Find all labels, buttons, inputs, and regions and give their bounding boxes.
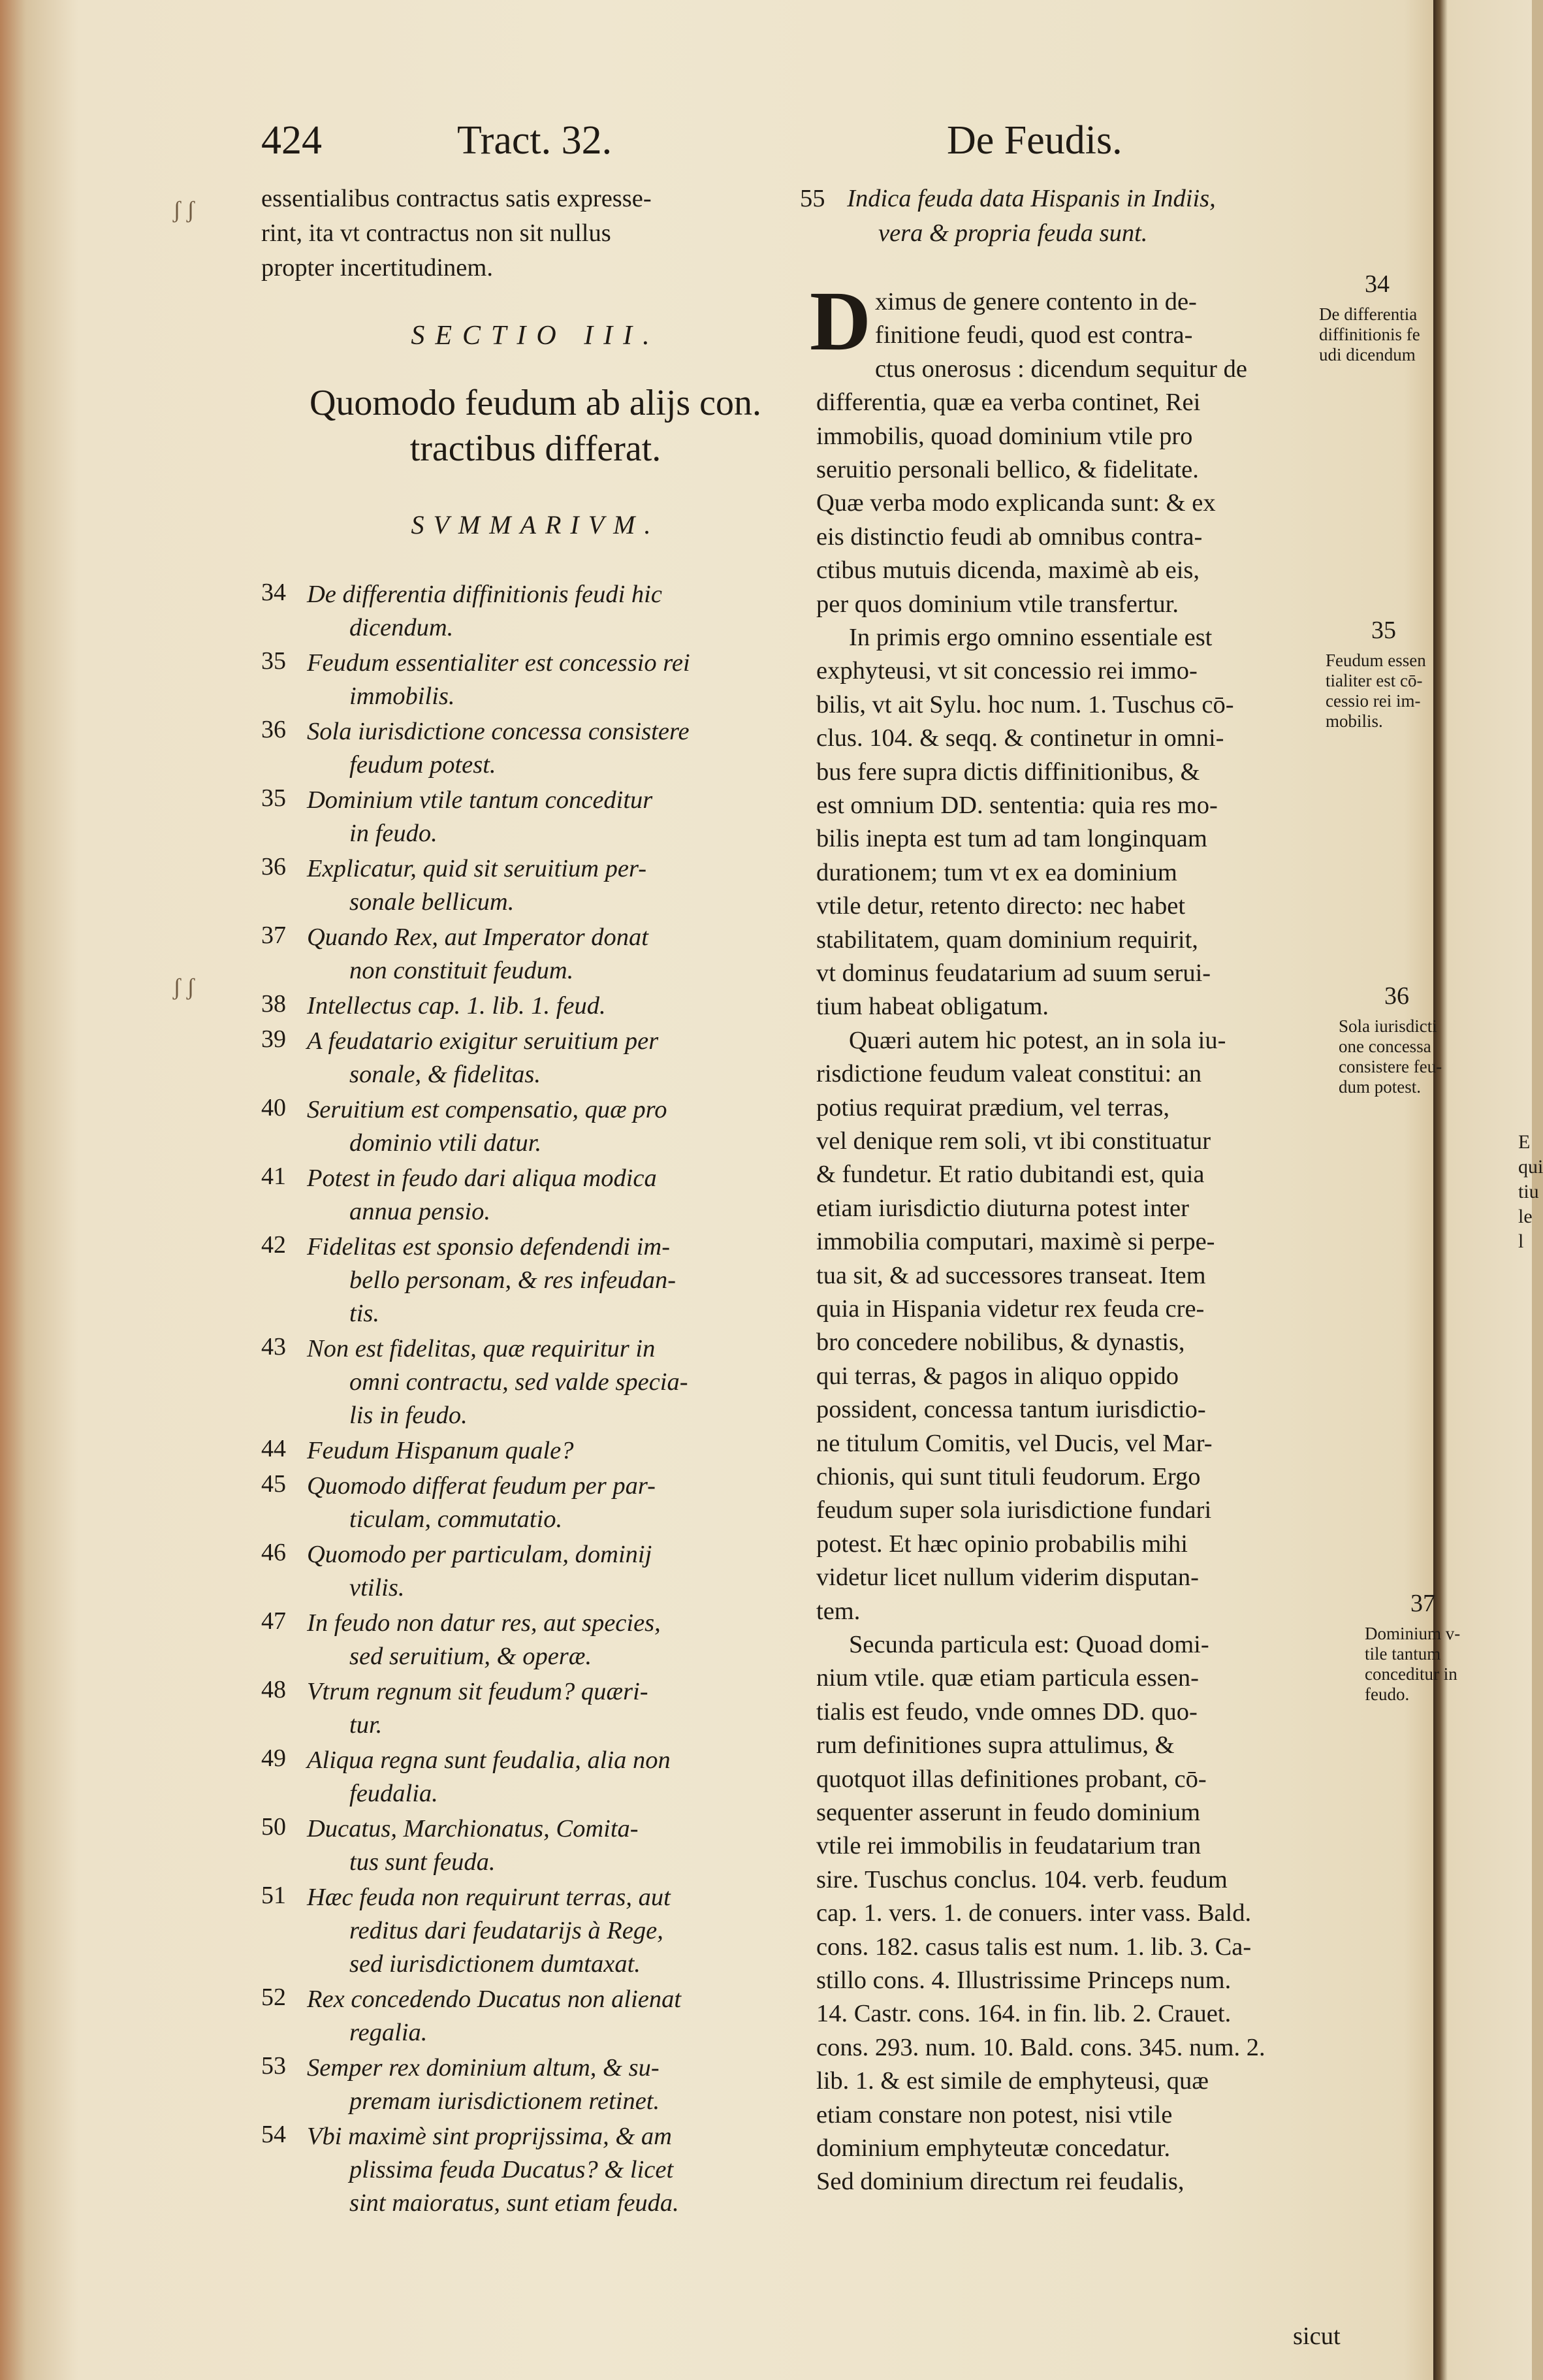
margin-note-line: De differentia <box>1319 304 1418 324</box>
summary-number: 43 <box>261 1333 286 1360</box>
body-text-line: immobilis, quoad dominium vtile pro <box>816 422 1193 450</box>
body-text-line: potius requirat prædium, vel terras, <box>816 1093 1170 1121</box>
summary-number: 51 <box>261 1882 286 1909</box>
body-text-line: In primis ergo omnino essentiale est <box>849 624 1213 651</box>
body-text-line: Quæri autem hic potest, an in sola iu- <box>849 1026 1226 1054</box>
section-label: SECTIO III. <box>411 321 660 351</box>
ornament-mark: ʃ ʃ <box>173 974 195 1000</box>
body-text-line: cons. 182. casus talis est num. 1. lib. 3. Ca- <box>816 1933 1252 1961</box>
running-head-title: De Feudis. <box>947 118 1122 163</box>
body-text-line: cap. 1. vers. 1. de conuers. inter vass. Bald. <box>816 1899 1252 1927</box>
summary-number: 39 <box>261 1025 286 1053</box>
ornament-mark: ʃ ʃ <box>173 197 195 223</box>
summary-text-line: Semper rex dominium altum, & su- <box>307 2054 660 2082</box>
running-head-tract: Tract. 32. <box>457 118 612 163</box>
edge-fragment: qui <box>1518 1156 1543 1178</box>
summary-text-line: Intellectus cap. 1. lib. 1. feud. <box>307 992 606 1020</box>
margin-note-line: dum potest. <box>1339 1077 1421 1097</box>
body-text-line: per quos dominium vtile transfertur. <box>816 590 1179 618</box>
margin-note-number: 34 <box>1365 270 1390 298</box>
summary-number: 47 <box>261 1607 286 1635</box>
summary-text-line: A feudatario exigitur seruitium per <box>307 1027 659 1055</box>
body-text-line: durationem; tum vt ex ea dominium <box>816 858 1177 886</box>
summary-number: 55 <box>800 185 825 212</box>
body-text-line: etiam iurisdictio diuturna potest inter <box>816 1194 1189 1222</box>
summary-text-line: feudum potest. <box>349 751 496 779</box>
summary-number: 44 <box>261 1435 286 1462</box>
page-number: 424 <box>261 118 322 163</box>
summary-text-line: tus sunt feuda. <box>349 1848 496 1876</box>
body-text-line: dominium emphyteutæ concedatur. <box>816 2134 1171 2162</box>
summary-text-line: plissima feuda Ducatus? & licet <box>349 2156 674 2183</box>
summary-text-line: tur. <box>349 1711 383 1739</box>
summary-text-line: sonale, & fidelitas. <box>349 1061 541 1088</box>
summary-number: 53 <box>261 2052 286 2080</box>
summary-text-line: non constituit feudum. <box>349 957 574 984</box>
margin-note-line: consistere feu- <box>1339 1057 1442 1076</box>
body-text-line: & fundetur. Et ratio dubitandi est, quia <box>816 1161 1205 1189</box>
summary-text-line: feudalia. <box>349 1780 438 1807</box>
body-text-line: videtur licet nullum viderim disputan- <box>816 1564 1199 1592</box>
body-text-line: clus. 104. & seqq. & continetur in omni- <box>816 724 1224 752</box>
summary-text-line: Seruitium est compensatio, quæ pro <box>307 1096 667 1123</box>
body-text-line: vt dominus feudatarium ad suum serui- <box>816 959 1211 987</box>
summary-text-line: immobilis. <box>349 683 455 710</box>
summary-text-line: Potest in feudo dari aliqua modica <box>307 1165 657 1192</box>
summary-number: 50 <box>261 1813 286 1841</box>
section-title-line: Quomodo feudum ab alijs con. <box>309 383 762 423</box>
body-text-line: tua sit, & ad successores transeat. Item <box>816 1261 1206 1289</box>
margin-note-line: Feudum essen <box>1326 651 1426 670</box>
edge-fragment: tiu <box>1518 1181 1539 1202</box>
summary-number: 49 <box>261 1745 286 1772</box>
body-text-line: quotquot illas definitiones probant, cō- <box>816 1765 1207 1793</box>
body-text-line: stabilitatem, quam dominium requirit, <box>816 925 1198 954</box>
summary-number: 35 <box>261 647 286 675</box>
summary-number: 35 <box>261 784 286 812</box>
body-text-line: potest. Et hæc opinio probabilis mihi <box>816 1530 1188 1558</box>
margin-note-line: Sola iurisdicti <box>1339 1016 1437 1036</box>
summary-number: 45 <box>261 1470 286 1498</box>
margin-note-line: one concessa <box>1339 1037 1431 1056</box>
body-text-line: cons. 293. num. 10. Bald. cons. 345. num. 2. <box>816 2033 1265 2061</box>
intro-line: propter incertitudinem. <box>261 254 493 281</box>
summary-number: 41 <box>261 1163 286 1190</box>
margin-note-line: mobilis. <box>1326 711 1383 731</box>
summary-text: vera & propria feuda sunt. <box>878 219 1148 247</box>
summary-text-line: tis. <box>349 1300 380 1327</box>
summary-text-line: Feudum Hispanum quale? <box>307 1437 574 1464</box>
body-text-line: bro concedere nobilibus, & dynastis, <box>816 1328 1185 1357</box>
body-text-line: bus fere supra dictis diffinitionibus, & <box>816 758 1200 786</box>
body-text-line: bilis inepta est tum ad tam longinquam <box>816 825 1207 853</box>
body-text-line: tialis est feudo, vnde omnes DD. quo- <box>816 1697 1198 1726</box>
summary-number: 36 <box>261 853 286 880</box>
summary-text-line: Vtrum regnum sit feudum? quæri- <box>307 1678 648 1705</box>
body-text-line: Sed dominium directum rei feudalis, <box>816 2168 1185 2196</box>
summary-text-line: sed iurisdictionem dumtaxat. <box>349 1950 641 1978</box>
summary-text-line: regalia. <box>349 2019 428 2046</box>
summary-text-line: Quomodo differat feudum per par- <box>307 1472 656 1500</box>
body-text-line: 14. Castr. cons. 164. in fin. lib. 2. Crauet. <box>816 2000 1232 2028</box>
margin-note-line: tile tantum <box>1365 1644 1441 1664</box>
summary-text-line: reditus dari feudatarijs à Rege, <box>349 1917 663 1944</box>
body-text-line: quia in Hispania videtur rex feuda cre- <box>816 1295 1205 1323</box>
margin-note-line: Dominium v- <box>1365 1624 1461 1643</box>
summary-text-line: Dominium vtile tantum conceditur <box>307 786 653 814</box>
section-title-line: tractibus differat. <box>409 428 661 469</box>
margin-note-line: udi dicendum <box>1319 345 1416 364</box>
next-page-edge <box>1433 0 1532 2380</box>
summary-text-line: sint maioratus, sunt etiam feuda. <box>349 2189 679 2217</box>
summary-text-line: Ducatus, Marchionatus, Comita- <box>307 1815 639 1842</box>
summary-text-line: vtilis. <box>349 1574 405 1601</box>
margin-note-line: conceditur in <box>1365 1664 1457 1684</box>
body-text-line: feudum super sola iurisdictione fundari <box>816 1496 1212 1524</box>
summary-item-55 <box>800 184 1216 213</box>
body-text-line: tem. <box>816 1597 861 1625</box>
summary-text-line: dicendum. <box>349 614 454 641</box>
margin-note-number: 35 <box>1371 617 1396 644</box>
summary-text-line: Rex concedendo Ducatus non alienat <box>307 1986 682 2013</box>
margin-note-line: cessio rei im- <box>1326 691 1421 711</box>
body-text-line: differentia, quæ ea verba continet, Rei <box>816 389 1201 417</box>
body-text-line: etiam constare non potest, nisi vtile <box>816 2100 1173 2129</box>
summary-number: 36 <box>261 716 286 743</box>
summary-text-line: Aliqua regna sunt feudalia, alia non <box>307 1746 671 1774</box>
body-text-line: Secunda particula est: Quoad domi- <box>849 1631 1209 1658</box>
summary-number: 37 <box>261 922 286 949</box>
drop-cap: D <box>810 274 871 368</box>
summary-number: 34 <box>261 579 286 606</box>
catchword: sicut <box>1293 2323 1341 2350</box>
body-text-line: tium habeat obligatum. <box>816 993 1049 1021</box>
summary-number: 40 <box>261 1094 286 1121</box>
summary-text-line: Feudum essentialiter est concessio rei <box>307 649 690 677</box>
summary-text: Indica feuda data Hispanis in Indiis, <box>847 185 1216 212</box>
summary-text-line: ticulam, commutatio. <box>349 1505 563 1533</box>
summary-number: 42 <box>261 1231 286 1259</box>
body-text-line: nium vtile. quæ etiam particula essen- <box>816 1664 1199 1692</box>
summary-text-line: Vbi maximè sint proprijssima, & am <box>307 2123 672 2150</box>
body-text-line: finitione feudi, quod est contra- <box>875 321 1193 349</box>
body-text-line: bilis, vt ait Sylu. hoc num. 1. Tuschus cō- <box>816 690 1234 718</box>
body-text-line: immobilia computari, maximè si perpe- <box>816 1228 1215 1256</box>
summary-number: 46 <box>261 1539 286 1566</box>
body-text-line: ctus onerosus : dicendum sequitur de <box>875 355 1247 383</box>
body-text-line: possident, concessa tantum iurisdictio- <box>816 1396 1206 1424</box>
edge-fragment: E <box>1518 1131 1531 1153</box>
body-text-line: sequenter asserunt in feudo dominium <box>816 1799 1201 1826</box>
body-text-line: seruitio personali bellico, & fidelitate. <box>816 456 1199 483</box>
summary-text-line: Quando Rex, aut Imperator donat <box>307 924 648 951</box>
summary-text-line: in feudo. <box>349 820 437 847</box>
body-text-line: sire. Tuschus conclus. 104. verb. feudum <box>816 1865 1228 1893</box>
summary-text-line: premam iurisdictionem retinet. <box>349 2087 660 2115</box>
summary-text-line: Explicatur, quid sit seruitium per- <box>307 855 647 882</box>
margin-note-line: feudo. <box>1365 1684 1410 1704</box>
summary-text-line: bello personam, & res infeudan- <box>349 1266 676 1294</box>
summary-text-line: De differentia diffinitionis feudi hic <box>307 581 662 608</box>
summary-number: 52 <box>261 1984 286 2011</box>
edge-fragment: le l <box>1518 1206 1533 1252</box>
summary-text-line: Hæc feuda non requirunt terras, aut <box>307 1884 671 1911</box>
body-text-line: est omnium DD. sententia: quia res mo- <box>816 792 1218 819</box>
summary-text-line: lis in feudo. <box>349 1402 468 1429</box>
body-text-line: lib. 1. & est simile de emphyteusi, quæ <box>816 2067 1209 2095</box>
summary-text-line: sonale bellicum. <box>349 888 515 916</box>
body-text-line: vtile detur, retento directo: nec habet <box>816 892 1186 920</box>
margin-note-line: diffinitionis fe <box>1319 325 1420 344</box>
body-text-line: vtile rei immobilis in feudatarium tran <box>816 1832 1201 1860</box>
summary-text-line: In feudo non datur res, aut species, <box>307 1609 661 1637</box>
summary-number: 38 <box>261 990 286 1018</box>
body-text-line: eis distinctio feudi ab omnibus contra- <box>816 523 1203 551</box>
summary-text-line: omni contractu, sed valde specia- <box>349 1368 688 1396</box>
summary-number: 54 <box>261 2121 286 2148</box>
summary-text-line: annua pensio. <box>349 1198 491 1225</box>
summary-text-line: dominio vtili datur. <box>349 1129 542 1157</box>
margin-note-number: 36 <box>1384 982 1409 1010</box>
summary-text-line: Fidelitas est sponsio defendendi im- <box>307 1233 671 1261</box>
body-text-line: qui terras, & pagos in aliquo oppido <box>816 1362 1179 1390</box>
summary-text-line: Sola iurisdictione concessa consistere <box>307 718 690 745</box>
body-text-line: ctibus mutuis dicenda, maximè ab eis, <box>816 556 1200 585</box>
body-text-line: ximus de genere contento in de- <box>875 288 1197 315</box>
summary-label: SVMMARIVM. <box>411 510 660 539</box>
body-text-line: exphyteusi, vt sit concessio rei immo- <box>816 657 1198 685</box>
summary-text-line: sed seruitium, & operæ. <box>349 1643 592 1670</box>
body-text-line: ne titulum Comitis, vel Ducis, vel Mar- <box>816 1429 1213 1457</box>
body-text-line: chionis, qui sunt tituli feudorum. Ergo <box>816 1463 1201 1490</box>
intro-line: rint, ita vt contractus non sit nullus <box>261 219 611 247</box>
summary-text-line: Quomodo per particulam, dominij <box>307 1541 652 1568</box>
margin-note-line: tialiter est cō- <box>1326 671 1423 690</box>
body-text-line: risdictione feudum valeat constitui: an <box>816 1060 1202 1088</box>
body-text-line: stillo cons. 4. Illustrissime Princeps num. <box>816 1967 1232 1994</box>
intro-line: essentialibus contractus satis expresse- <box>261 185 652 212</box>
summary-text-line: Non est fidelitas, quæ requiritur in <box>307 1335 656 1362</box>
body-text-line: vel denique rem soli, vt ibi constituatur <box>816 1127 1211 1155</box>
margin-note-number: 37 <box>1410 1590 1435 1617</box>
body-text-line: rum definitiones supra attulimus, & <box>816 1731 1175 1760</box>
summary-number: 48 <box>261 1676 286 1703</box>
body-text-line: Quæ verba modo explicanda sunt: & ex <box>816 489 1216 517</box>
